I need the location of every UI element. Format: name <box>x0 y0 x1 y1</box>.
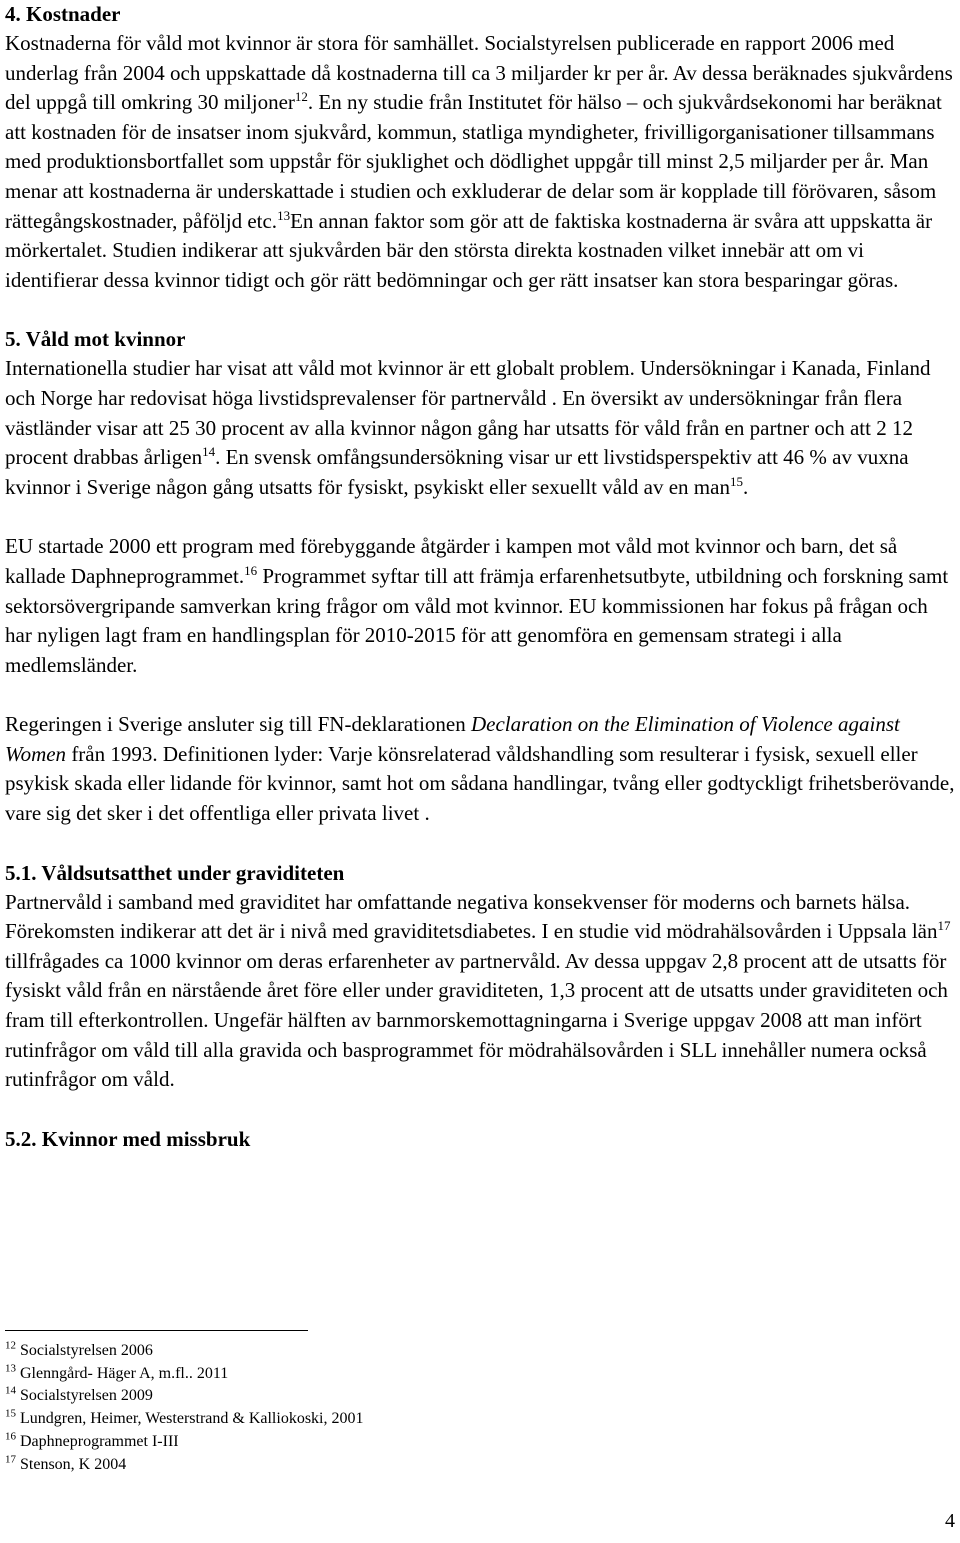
footnote-separator <box>5 1330 308 1331</box>
footnote-number: 16 <box>5 1430 16 1443</box>
footnote <box>5 1431 905 1454</box>
section-4-paragraph <box>5 29 955 295</box>
footnotes <box>5 1340 905 1476</box>
section-5-heading: 5. Våld mot kvinnor <box>5 327 186 352</box>
spacer <box>5 829 955 859</box>
paragraph-text: . En svensk omfångsundersökning visar ur ett livstidsperspektiv att 46 % av vuxna kvinnor i Sverige någon gång utsatts för fysiskt, psykiskt eller sexuellt våld av en man <box>5 445 909 499</box>
paragraph-text: från 1993. Definitionen lyder: Varje könsrelaterad våldshandling som resulterar i fysisk, sexuell eller psykisk skada eller lidande för kvinnor, samt hot om sådana handlingar, tvång eller godtyckligt frihetsberövande, vare sig det sker i det offentliga eller privata livet . <box>5 741 955 826</box>
declaration-title: Declaration on the Elimination of Violence against Women <box>5 712 900 766</box>
footnote <box>5 1340 905 1363</box>
paragraph-text: Kostnaderna för våld mot kvinnor är stora för samhället. Socialstyrelsen publicerade en rapport 2006 med underlag från 2004 och uppskattade då kostnaderna till ca 3 miljarder kr per år. Av dessa beräknades sjukvårdens del uppgå till omkring 30 miljoner <box>5 31 953 115</box>
footnote-number: 17 <box>5 1453 16 1466</box>
paragraph-text: En annan faktor som gör att de faktiska kostnaderna är svåra att uppskatta är mörkertalet. Studien indikerar att sjukvården bär den största direkta kostnaden vilket innebär att om vi identifierar dessa kvinnor tidigt och gör rätt bedömningar och ger rätt insatser kan stora besparingar göras. <box>5 208 933 292</box>
paragraph-text: EU startade 2000 ett program med förebyggande åtgärder i kampen mot våld mot kvinnor och barn, det så kallade Daphneprogrammet. <box>5 534 898 588</box>
footnote-number: 12 <box>5 1339 16 1352</box>
footnote-ref-12[interactable]: 12 <box>294 89 308 105</box>
footnote-ref-13[interactable]: 13 <box>277 207 291 223</box>
section-5-1-paragraph <box>5 888 955 1095</box>
footnote-text: Daphneprogrammet I-III <box>20 1432 179 1450</box>
paragraph-text: . <box>742 474 749 499</box>
footnote-number: 14 <box>5 1385 16 1398</box>
spacer <box>5 680 955 710</box>
footnote-number: 13 <box>5 1362 16 1375</box>
paragraph-text: Internationella studier har visat att våld mot kvinnor är ett globalt problem. Undersökningar i Kanada, Finland och Norge har redovisat höga livstidsprevalenser för partnervåld . En översikt av undersökningar från flera västländer visar att 25 30 procent av alla kvinnor någon gång har utsatts för våld från en partner och att 2 12 procent drabbas årligen <box>5 356 931 470</box>
footnote <box>5 1454 905 1477</box>
paragraph-text: Programmet syftar till att främja erfarenhetsutbyte, utbildning och forskning samt sektorsövergripande samverkan kring frågor om våld mot kvinnor. EU kommissionen har fokus på frågan och har nyligen lagt fram en handlingsplan för 2010-2015 för att genomföra en gemensam strategi i alla medlemsländer. <box>5 563 949 677</box>
footnote-text: Glenngård- Häger A, m.fl.. 2011 <box>20 1364 229 1382</box>
footnote-text: Socialstyrelsen 2009 <box>20 1387 153 1405</box>
section-5-1-heading: 5.1. Våldsutsatthet under graviditeten <box>5 860 345 885</box>
spacer <box>5 1095 955 1125</box>
paragraph-text: tillfrågades ca 1000 kvinnor om deras erfarenheter av partnervåld. Av dessa uppgav 2,8 procent att de utsatts för fysiskt våld från en närstående året före eller under graviditeten, 1,3 procent att de utsatts under graviditeten och fram till efterkontrollen. Ungefär hälften av barnmorskemottagningarna i Sverige uppgav 2008 att man infört rutinfrågor om våld till alla gravida och basprogrammet för mödrahälsovården i SLL innehåller numera också rutinfrågor om våld. <box>5 948 948 1092</box>
footnote <box>5 1363 905 1386</box>
footnote-text: Lundgren, Heimer, Westerstrand & Kalliokoski, 2001 <box>20 1410 364 1428</box>
section-5-2-heading: 5.2. Kvinnor med missbruk <box>5 1126 251 1151</box>
paragraph-text: Partnervåld i samband med graviditet har omfattande negativa konsekvenser för moderns och barnets hälsa. Förekomsten indikerar att det är i nivå med graviditetsdiabetes. I en studie vid mödrahälsovården i Uppsala län <box>5 889 938 944</box>
footnote-ref-16[interactable]: 16 <box>244 562 258 578</box>
section-5-paragraph-2 <box>5 532 955 680</box>
footnote <box>5 1385 905 1408</box>
paragraph-text: Regeringen i Sverige ansluter sig till FN-deklarationen <box>5 712 471 737</box>
spacer <box>5 502 955 532</box>
footnote-ref-14[interactable]: 14 <box>202 444 216 460</box>
section-5-paragraph-3 <box>5 710 955 828</box>
paragraph-text: . En ny studie från Institutet för hälso – och sjukvårdsekonomi har beräknat att kostnaden för de insatser inom sjukvård, kommun, statliga myndigheter, frivilligorganisationer tillsammans med produktionsbortfallet som uppstår för sjuklighet och dödlighet uppgår till minst 2,5 miljarder per år. Man menar att kostnaderna är underskattade i studien och exkluderar de delar som är kopplade till förövaren, såsom rättegångskostnader, påföljd etc. <box>5 90 942 233</box>
footnote-text: Socialstyrelsen 2006 <box>20 1342 153 1359</box>
footnote-ref-15[interactable]: 15 <box>729 473 743 489</box>
document-page <box>5 0 955 1154</box>
section-4-heading: 4. Kostnader <box>5 2 121 26</box>
section-5-paragraph-1 <box>5 354 955 502</box>
footnote-text: Stenson, K 2004 <box>20 1455 127 1473</box>
footnote-ref-17[interactable]: 17 <box>937 918 951 934</box>
footnote-number: 15 <box>5 1407 16 1420</box>
page-number: 4 <box>945 1510 955 1532</box>
spacer <box>5 295 955 325</box>
footnote <box>5 1408 905 1431</box>
